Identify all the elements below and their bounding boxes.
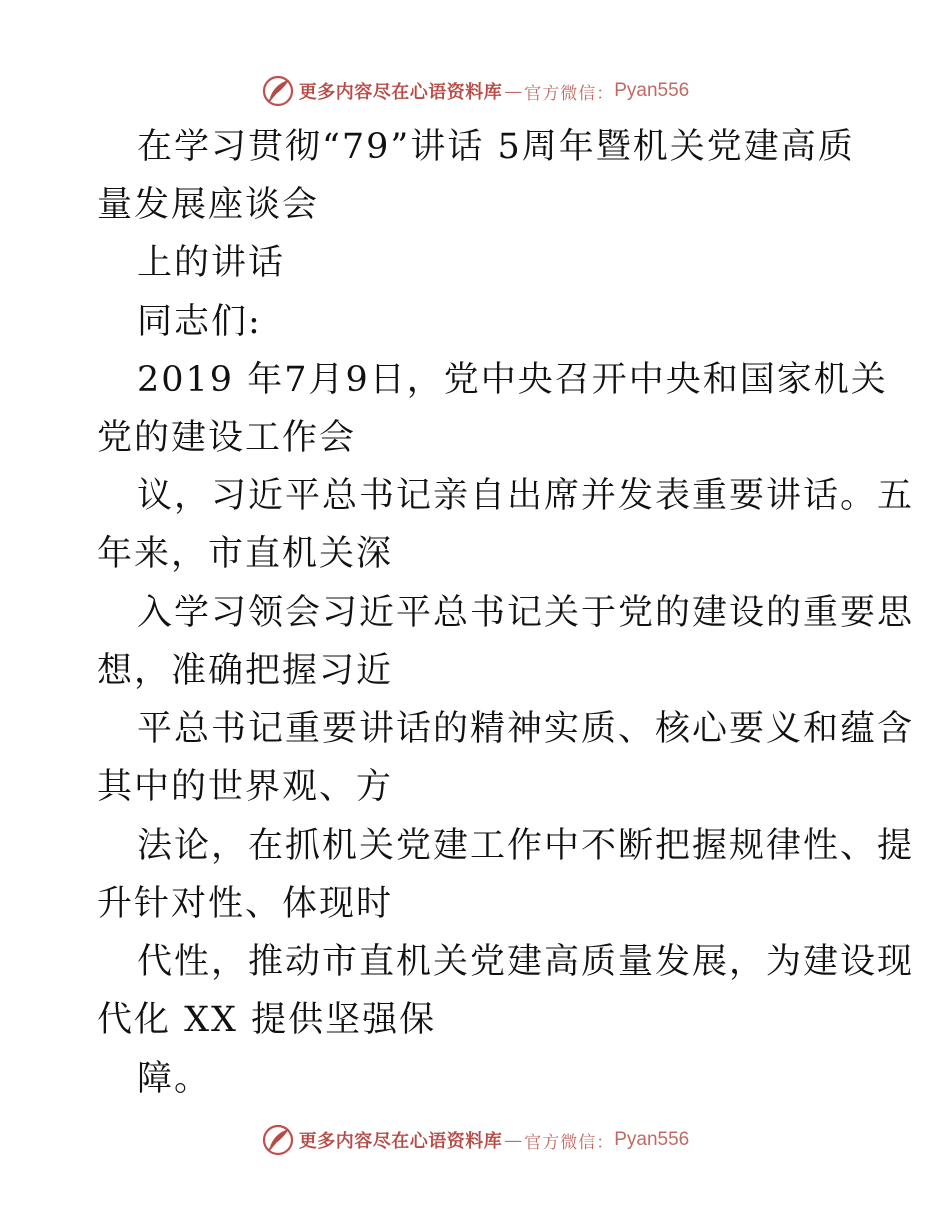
- watermark-wechat-id: Pyan556: [614, 1129, 690, 1150]
- paragraph-line: 2019 年7月9日，党中央召开中央和国家机关: [137, 360, 888, 400]
- paragraph-line: 法论，在抓机关党建工作中不断把握规律性、提: [137, 826, 915, 866]
- salutation: 同志们:: [137, 302, 262, 342]
- watermark-dash: —: [504, 80, 523, 102]
- paragraph-line: 代化 XX 提供坚强保: [97, 1000, 437, 1040]
- watermark-brand-text: 更多内容尽在心语资料库: [298, 82, 503, 103]
- feather-quill-logo-icon: [261, 74, 295, 108]
- paragraph-line: 年来，市直机关深: [97, 534, 394, 574]
- watermark-brand-text: 更多内容尽在心语资料库: [298, 1131, 503, 1152]
- paragraph-line: 其中的世界观、方: [97, 767, 394, 807]
- watermark-dash: —: [504, 1129, 523, 1151]
- paragraph-line: 想，准确把握习近: [97, 651, 394, 691]
- watermark-official-label: 官方微信：: [524, 83, 615, 104]
- footer-watermark: [0, 1120, 950, 1160]
- paragraph-line: 议，习近平总书记亲自出席并发表重要讲话。五: [137, 476, 915, 516]
- feather-quill-logo-icon: [261, 1123, 295, 1157]
- paragraph-line: 代性，推动市直机关党建高质量发展，为建设现: [137, 942, 915, 982]
- paragraph-line: 平总书记重要讲话的精神实质、核心要义和蕴含: [137, 709, 915, 749]
- paragraph-line: 党的建设工作会: [97, 418, 357, 458]
- document-title-line-1: 在学习贯彻“79”讲话 5周年暨机关党建高质: [137, 127, 855, 167]
- watermark-official-label: 官方微信：: [524, 1132, 615, 1153]
- paragraph-line: 障。: [137, 1059, 212, 1099]
- document-title-line-3: 上的讲话: [137, 243, 286, 283]
- header-watermark: [0, 71, 950, 111]
- watermark-wechat-id: Pyan556: [614, 80, 690, 101]
- paragraph-line: 入学习领会习近平总书记关于党的建设的重要思: [137, 593, 915, 633]
- paragraph-line: 升针对性、体现时: [97, 884, 394, 924]
- document-title-line-2: 量发展座谈会: [97, 185, 320, 225]
